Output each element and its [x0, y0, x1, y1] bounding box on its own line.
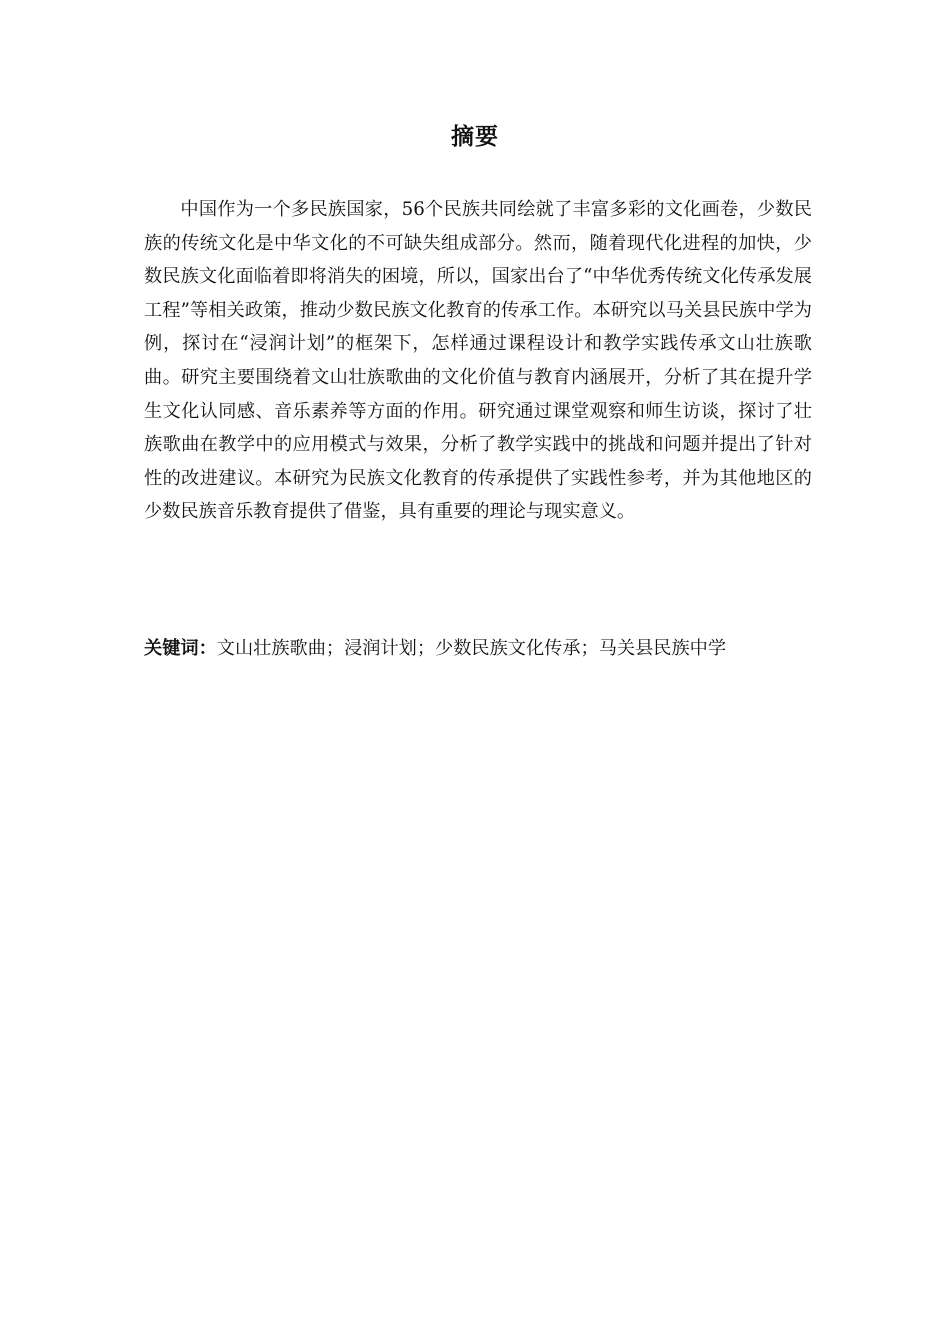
keywords-text: 文山壮族歌曲；浸润计划；少数民族文化传承；马关县民族中学	[216, 638, 727, 659]
keywords-line	[144, 634, 812, 664]
keywords-label: 关键词：	[144, 638, 217, 659]
page-title: 摘要	[451, 124, 499, 150]
abstract-paragraph: 中国作为一个多民族国家，56个民族共同绘就了丰富多彩的文化画卷，少数民族的传统文化是中华文化的不可缺失组成部分。然而，随着现代化进程的加快，少数民族文化面临着即将消失的困境，所以，国家出台了“中华优秀传统文化传承发展工程”等相关政策，推动少数民族文化教育的传承工作。本研究以马关县民族中学为例，探讨在“浸润计划”的框架下，怎样通过课程设计和教学实践传承文山壮族歌曲。研究主要围绕着文山壮族歌曲的文化价值与教育内涵展开，分析了其在提升学生文化认同感、音乐素养等方面的作用。研究通过课堂观察和师生访谈，探讨了壮族歌曲在教学中的应用模式与效果，分析了教学实践中的挑战和问题并提出了针对性的改进建议。本研究为民族文化教育的传承提供了实践性参考，并为其他地区的少数民族音乐教育提供了借鉴，具有重要的理论与现实意义。	[144, 199, 812, 523]
